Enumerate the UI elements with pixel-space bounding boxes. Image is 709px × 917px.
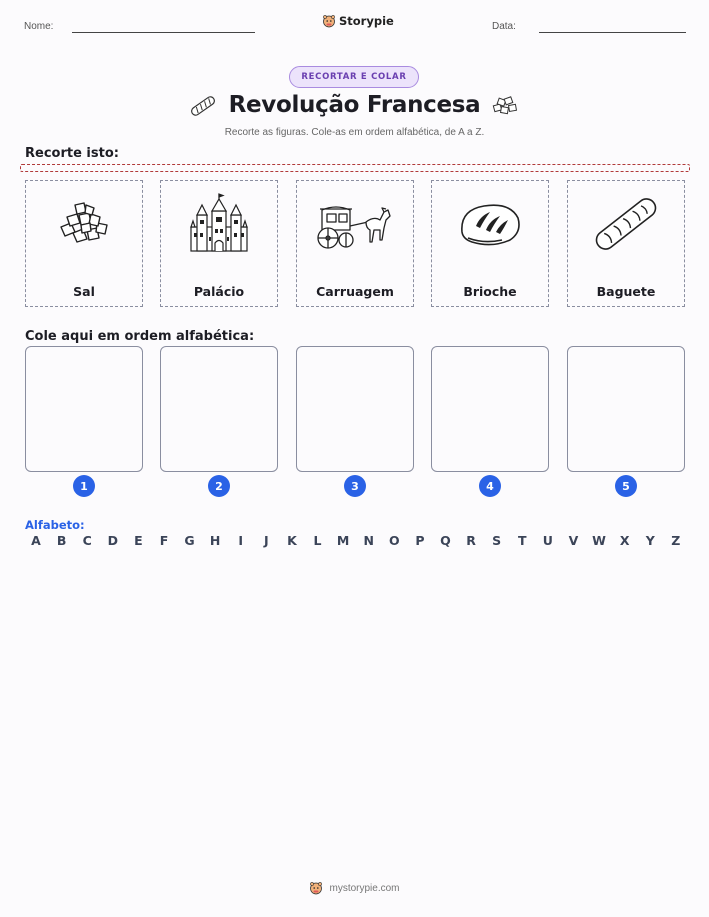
date-label: Data: [492, 21, 516, 32]
alphabet-letter: T [518, 533, 527, 548]
alphabet-letter: M [336, 533, 350, 548]
baguette-icon [568, 187, 684, 261]
alphabet-letter: V [568, 533, 579, 548]
storypie-footer-icon [309, 881, 323, 895]
alphabet-letter: Y [645, 533, 655, 548]
cut-card-brioche[interactable] [431, 180, 549, 307]
alphabet-letter: W [592, 533, 606, 548]
salt-crystals-icon [26, 187, 142, 261]
instructions: Recorte as figuras. Cole-as em ordem alfabética, de A a Z. [224, 127, 485, 138]
footer [0, 881, 709, 895]
card-label: Palácio [193, 284, 245, 299]
alphabet-letter: Z [671, 533, 681, 548]
alphabet-letter: Q [440, 533, 451, 548]
alphabet-letter: R [466, 533, 476, 548]
alphabet-letter: O [388, 533, 400, 548]
palace-icon [161, 187, 277, 261]
card-label: Brioche [463, 284, 517, 299]
date-line[interactable] [539, 32, 686, 33]
paste-slot-1[interactable] [25, 346, 143, 472]
alphabet-letter: J [264, 533, 269, 548]
slot-number-5: 5 [615, 475, 637, 497]
paste-slot-2[interactable] [160, 346, 278, 472]
slot-number-1: 1 [73, 475, 95, 497]
alphabet-letter: A [31, 533, 41, 548]
alphabet-letter: I [238, 533, 244, 548]
alphabet-letter: U [542, 533, 553, 548]
card-label: Baguete [596, 284, 656, 299]
footer-url[interactable]: mystorypie.com [329, 882, 400, 894]
alphabet-letter: S [492, 533, 502, 548]
paste-heading: Cole aqui em ordem alfabética: [25, 329, 255, 344]
alphabet-row [26, 533, 686, 548]
cut-line [20, 164, 690, 172]
name-line[interactable] [72, 32, 255, 33]
alphabet-letter: H [209, 533, 221, 548]
alphabet-letter: P [415, 533, 425, 548]
activity-badge: RECORTAR E COLAR [289, 66, 419, 88]
card-label: Carruagem [316, 284, 394, 299]
page-title: Revolução Francesa [228, 92, 481, 118]
alphabet-letter: N [363, 533, 374, 548]
paste-slot-5[interactable] [567, 346, 685, 472]
cut-card-sal[interactable] [25, 180, 143, 307]
slot-number-3: 3 [344, 475, 366, 497]
alphabet-heading: Alfabeto: [25, 518, 85, 532]
alphabet-letter: X [619, 533, 630, 548]
carriage-icon [297, 187, 413, 261]
alphabet-letter: D [107, 533, 118, 548]
paste-slot-3[interactable] [296, 346, 414, 472]
slot-number-2: 2 [208, 475, 230, 497]
alphabet-letter: B [56, 533, 67, 548]
card-label: Sal [73, 284, 95, 299]
cut-card-palacio[interactable] [160, 180, 278, 307]
alphabet-letter: C [82, 533, 92, 548]
alphabet-letter: G [184, 533, 195, 548]
cut-heading: Recorte isto: [25, 146, 119, 161]
storypie-logo-icon [322, 14, 336, 28]
alphabet-letter: K [287, 533, 297, 548]
salt-decor-icon [491, 95, 519, 117]
alphabet-letter: F [159, 533, 169, 548]
paste-slot-4[interactable] [431, 346, 549, 472]
name-label: Nome: [24, 21, 54, 32]
brand-name: Storypie [339, 14, 394, 28]
brand-logo [322, 14, 394, 28]
slot-number-4: 4 [479, 475, 501, 497]
alphabet-letter: L [313, 533, 322, 548]
brioche-icon [432, 187, 548, 261]
cut-card-carruagem[interactable] [296, 180, 414, 307]
cut-card-baguete[interactable] [567, 180, 685, 307]
alphabet-letter: E [134, 533, 143, 548]
